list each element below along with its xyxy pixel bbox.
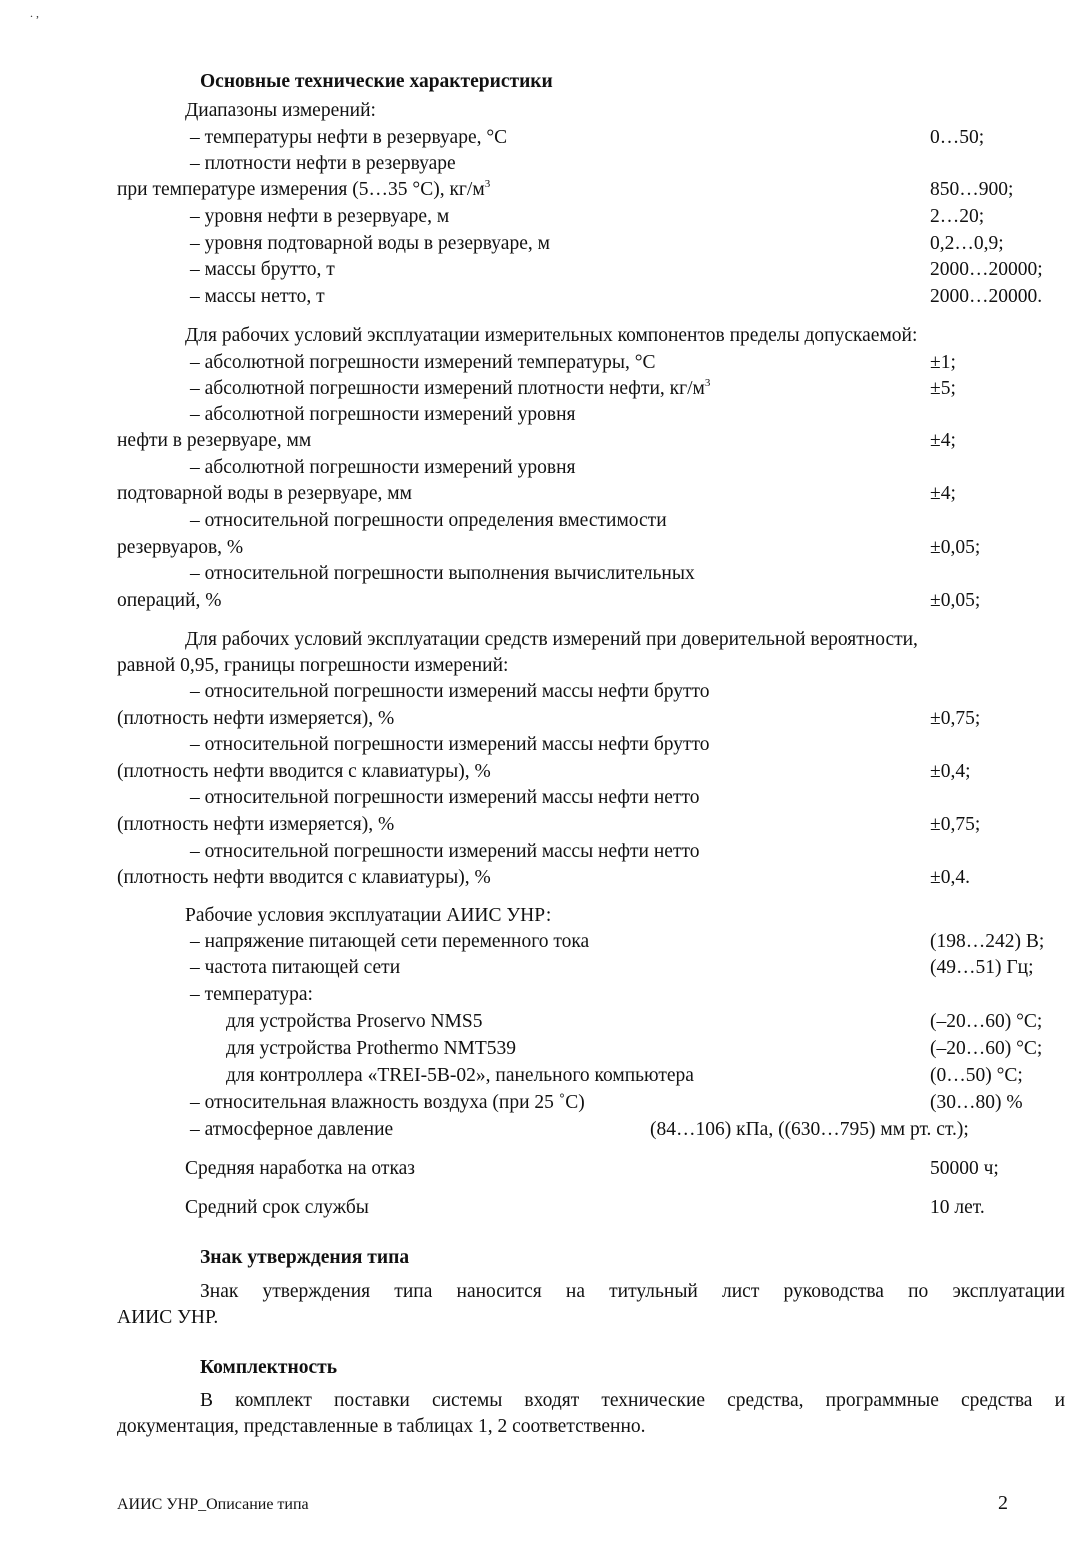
section-title-kit: Комплектность <box>200 1357 338 1378</box>
limit-label-capacity-cont: резервуаров, % <box>117 537 244 558</box>
bound-value-net-keyboard: ±0,4. <box>930 867 970 888</box>
bound-value-gross-keyboard: ±0,4; <box>930 761 971 782</box>
condition-label-controller: для контроллера «TREI-5B-02», панельного компьютера <box>226 1065 694 1086</box>
range-label-density-cont: при температуре измерения (5…35 °С), $кг/м^3$ <box>117 178 491 200</box>
ranges-title: Диапазоны измерений: <box>185 100 376 121</box>
bound-label-net-keyboard-cont: (плотность нефти вводится с клавиатуры), % <box>117 867 491 888</box>
limit-label-oil-level: – абсолютной погрешности измерений уровня <box>190 404 576 425</box>
kit-text-line2: документация, представленные в таблицах 1, 2 соответственно. <box>117 1416 646 1437</box>
range-value-net-mass: 2000…20000. <box>930 286 1043 307</box>
condition-label-voltage: – напряжение питающей сети переменного тока <box>190 931 590 952</box>
bound-label-gross-keyboard: – относительной погрешности измерений массы нефти брутто <box>190 734 710 755</box>
bounds-title-1: Для рабочих условий эксплуатации средств измерений при доверительной вероятности, <box>185 629 918 650</box>
condition-value-frequency: (49…51) Гц; <box>930 957 1034 978</box>
limit-label-computation: – относительной погрешности выполнения вычислительных <box>190 563 695 584</box>
range-label-gross-mass: – массы брутто, т <box>190 259 335 280</box>
limit-label-water-level: – абсолютной погрешности измерений уровня <box>190 457 576 478</box>
limit-label-density: – абсолютной погрешности измерений плотности нефти, $кг/м^3$ <box>190 377 711 399</box>
bound-value-gross-measured: ±0,75; <box>930 708 981 729</box>
limit-value-temperature: ±1; <box>930 352 956 373</box>
range-value-oil-level: 2…20; <box>930 206 985 227</box>
limit-label-oil-level-cont: нефти в резервуаре, мм <box>117 430 312 451</box>
limit-value-density: ±5; <box>930 378 956 399</box>
condition-label-humidity: – относительная влажность воздуха (при 25 ˚С) <box>190 1092 585 1113</box>
range-label-net-mass: – массы нетто, т <box>190 286 325 307</box>
limit-value-capacity: ±0,05; <box>930 537 981 558</box>
range-value-water-level: 0,2…0,9; <box>930 233 1004 254</box>
condition-value-humidity: (30…80) % <box>930 1092 1023 1113</box>
limit-value-computation: ±0,05; <box>930 590 981 611</box>
condition-value-proservo: (–20…60) °С; <box>930 1011 1043 1032</box>
limit-label-computation-cont: операций, % <box>117 590 222 611</box>
conditions-title: Рабочие условия эксплуатации АИИС УНР: <box>185 905 552 926</box>
bound-label-gross-measured-cont: (плотность нефти измеряется), % <box>117 708 395 729</box>
range-label-water-level: – уровня подтоварной воды в резервуаре, м <box>190 233 550 254</box>
mark-text-line2: АИИС УНР. <box>117 1307 219 1328</box>
limit-value-oil-level: ±4; <box>930 430 956 451</box>
lifetime-value: 10 лет. <box>930 1197 985 1218</box>
condition-label-proservo: для устройства Proservo NMS5 <box>226 1011 483 1032</box>
kit-text-line1: В комплект поставки системы входят технические средства, программные средства и <box>200 1390 1065 1411</box>
limit-value-water-level: ±4; <box>930 483 956 504</box>
limit-label-water-level-cont: подтоварной воды в резервуаре, мм <box>117 483 412 504</box>
section-title-mark: Знак утверждения типа <box>200 1247 410 1268</box>
bound-label-gross-measured: – относительной погрешности измерений массы нефти брутто <box>190 681 710 702</box>
limit-label-temperature: – абсолютной погрешности измерений температуры, °С <box>190 352 656 373</box>
bound-label-net-measured: – относительной погрешности измерений массы нефти нетто <box>190 787 700 808</box>
condition-label-temperature: – температура: <box>190 984 313 1005</box>
limit-label-capacity: – относительной погрешности определения вместимости <box>190 510 667 531</box>
condition-value-controller: (0…50) °С; <box>930 1065 1023 1086</box>
bound-label-net-keyboard: – относительной погрешности измерений массы нефти нетто <box>190 841 700 862</box>
condition-value-pressure: (84…106) кПа, ((630…795) мм рт. ст.); <box>650 1119 969 1140</box>
page-number: 2 <box>998 1492 1008 1514</box>
condition-value-prothermo: (–20…60) °С; <box>930 1038 1043 1059</box>
limits-title: Для рабочих условий эксплуатации измерительных компонентов пределы допускаемой: <box>185 325 918 346</box>
footer-document-name: АИИС УНР_Описание типа <box>117 1496 309 1513</box>
bound-label-net-measured-cont: (плотность нефти измеряется), % <box>117 814 395 835</box>
bound-label-gross-keyboard-cont: (плотность нефти вводится с клавиатуры), % <box>117 761 491 782</box>
condition-label-frequency: – частота питающей сети <box>190 957 401 978</box>
lifetime-label: Средний срок службы <box>185 1197 369 1218</box>
range-label-oil-level: – уровня нефти в резервуаре, м <box>190 206 450 227</box>
bounds-title-2: равной 0,95, границы погрешности измерений: <box>117 655 509 676</box>
condition-label-prothermo: для устройства Prothermo NMT539 <box>226 1038 517 1059</box>
mtbf-label: Средняя наработка на отказ <box>185 1158 415 1179</box>
bound-value-net-measured: ±0,75; <box>930 814 981 835</box>
range-value-temperature: 0…50; <box>930 127 985 148</box>
range-value-density: 850…900; <box>930 179 1014 200</box>
section-title-tech: Основные технические характеристики <box>200 71 553 92</box>
mark-text-line1: Знак утверждения типа наносится на титульный лист руководства по эксплуатации <box>200 1281 1065 1302</box>
range-value-gross-mass: 2000…20000; <box>930 259 1043 280</box>
condition-value-voltage: (198…242) В; <box>930 931 1045 952</box>
condition-label-pressure: – атмосферное давление <box>190 1119 394 1140</box>
range-label-density: – плотности нефти в резервуаре <box>190 153 456 174</box>
scan-specks: . , <box>30 6 39 20</box>
range-label-temperature: – температуры нефти в резервуаре, °С <box>190 127 508 148</box>
mtbf-value: 50000 ч; <box>930 1158 999 1179</box>
